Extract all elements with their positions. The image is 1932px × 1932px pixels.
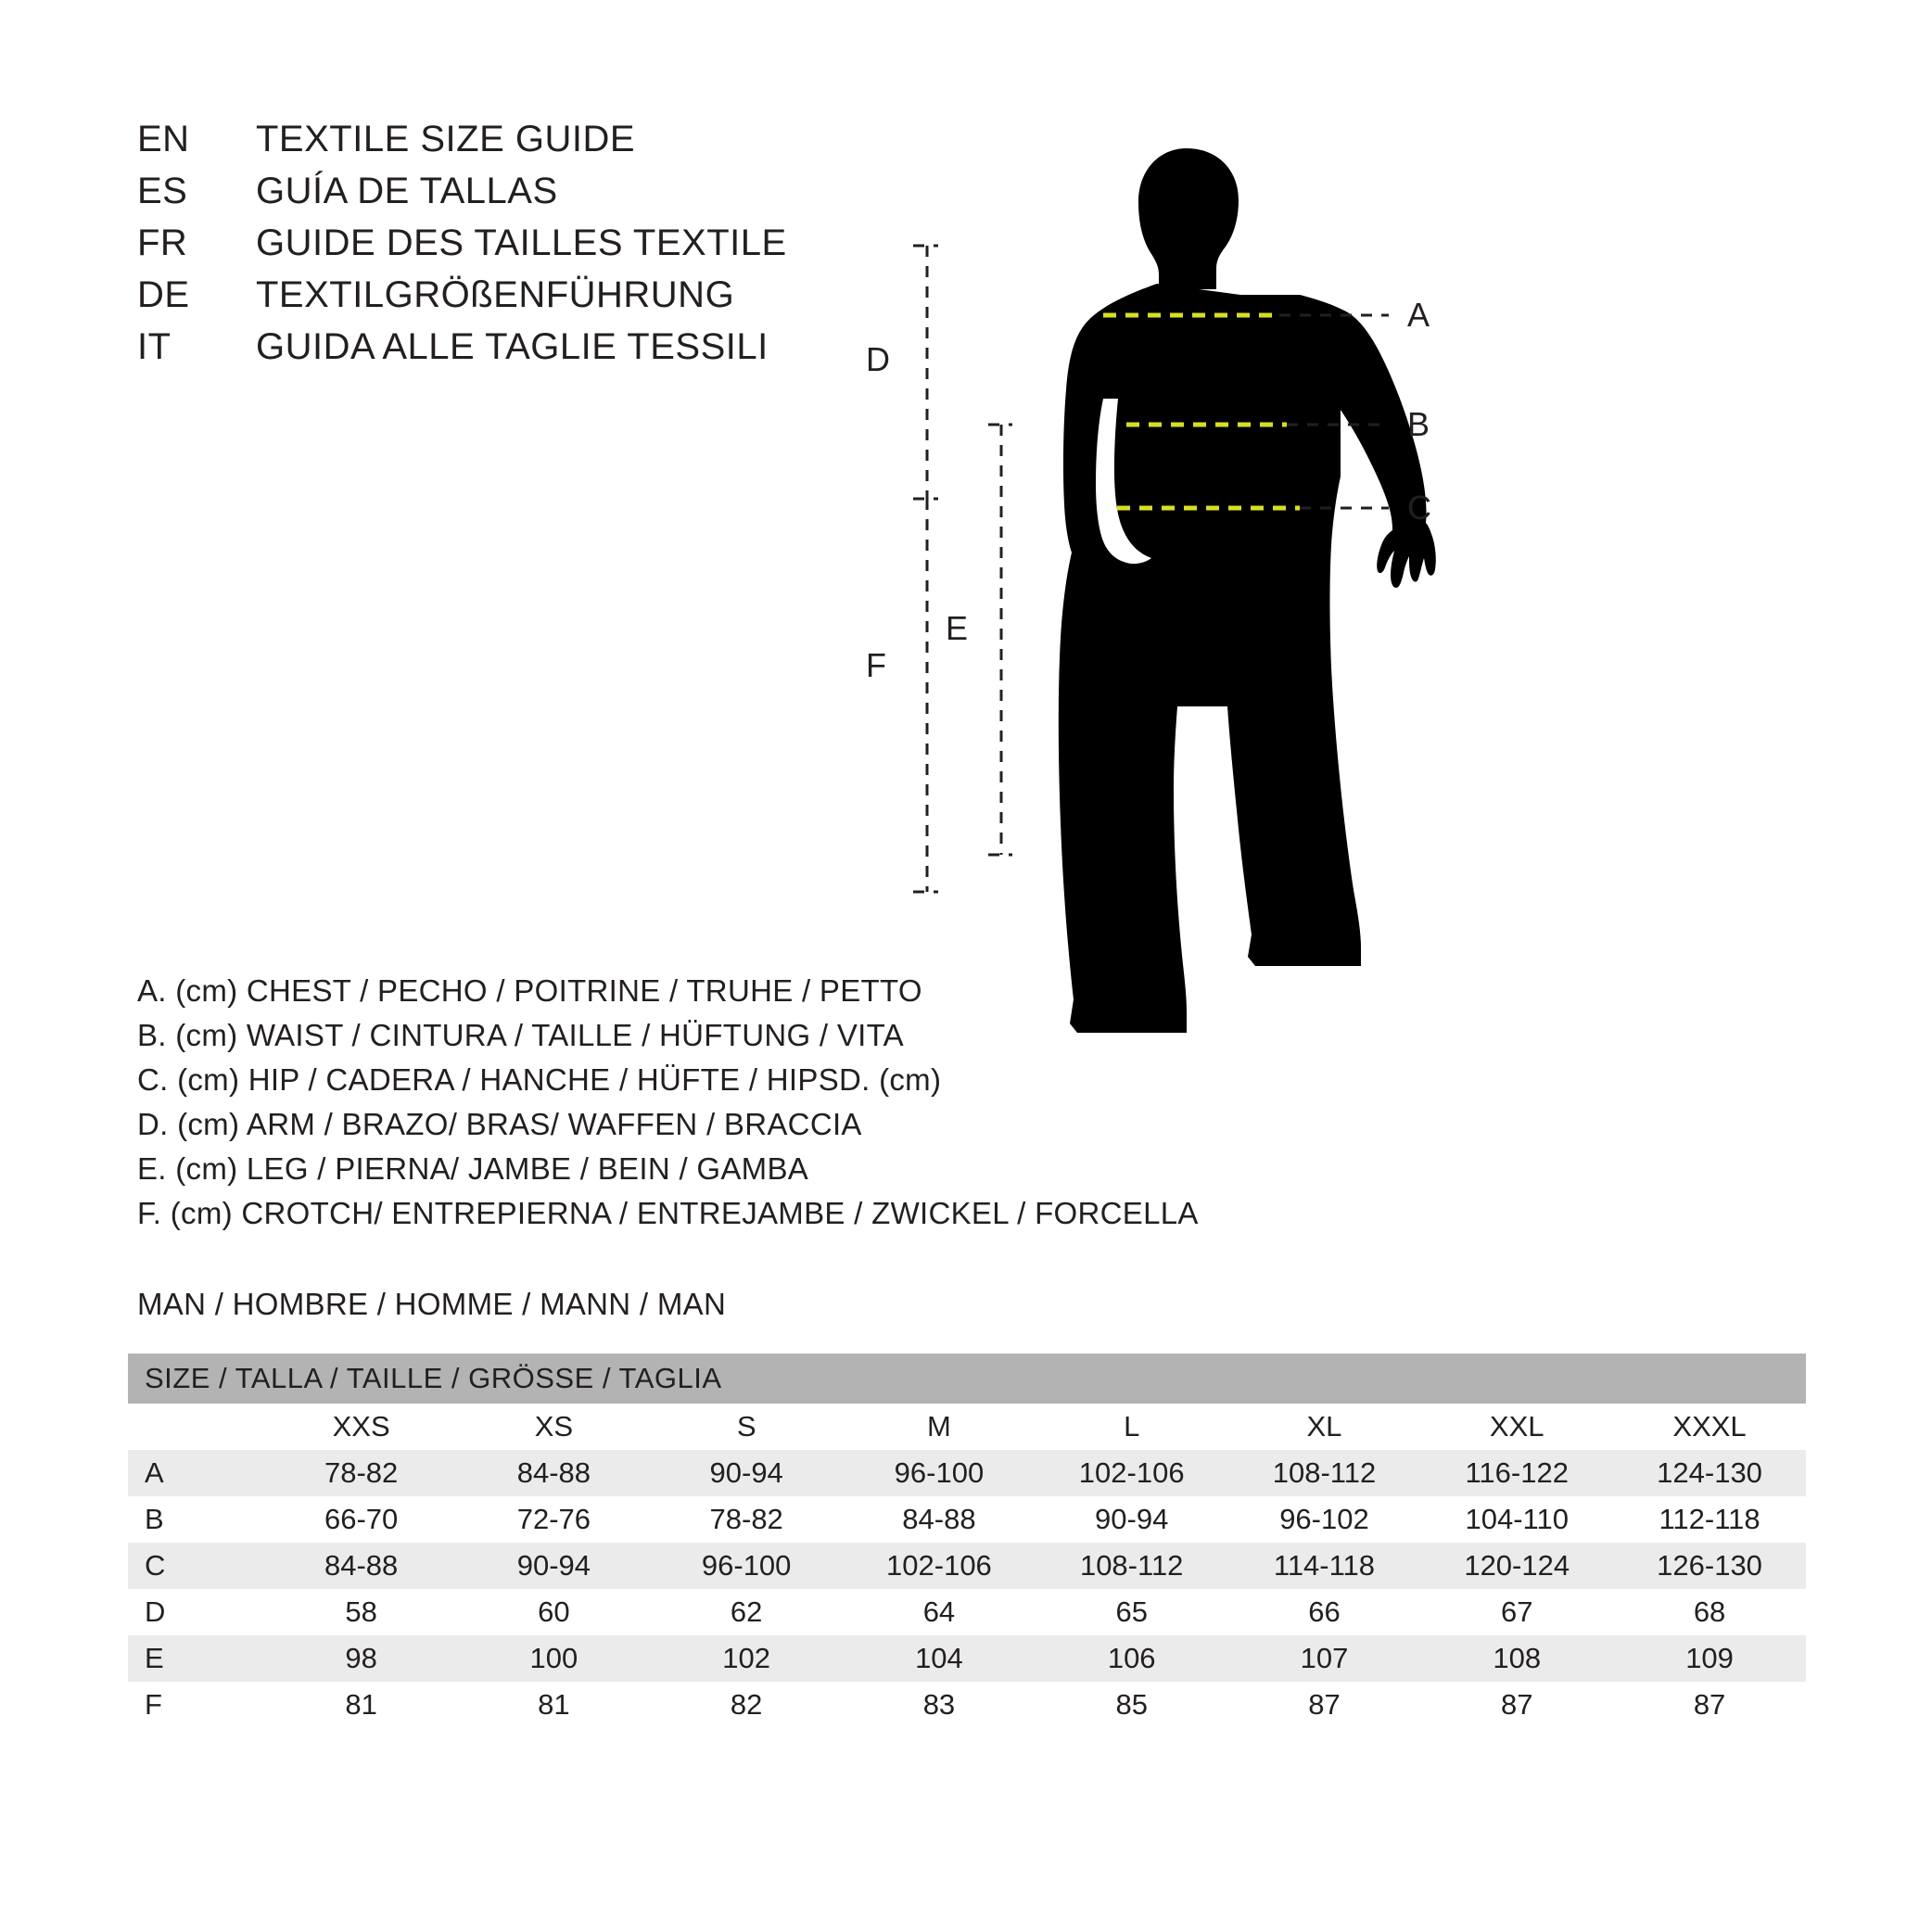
cell-b-xs: 72-76 — [458, 1496, 651, 1543]
title-text-es: GUÍA DE TALLAS — [256, 171, 558, 211]
cell-a-xxxl: 124-130 — [1613, 1450, 1806, 1496]
table-column-xxs: XXS — [265, 1404, 458, 1450]
row-label-c: C — [128, 1543, 265, 1589]
cell-c-xs: 90-94 — [458, 1543, 651, 1589]
title-lang-es: ES — [137, 171, 188, 211]
cell-a-xxl: 116-122 — [1420, 1450, 1613, 1496]
title-lang-it: IT — [137, 326, 172, 367]
title-row — [137, 119, 972, 171]
cell-f-xs: 81 — [458, 1682, 651, 1728]
cell-f-xxl: 87 — [1420, 1682, 1613, 1728]
cell-b-s: 78-82 — [650, 1496, 843, 1543]
legend-item-c: C. (cm) HIP / CADERA / HANCHE / HÜFTE / HIPSD. (cm) — [137, 1062, 942, 1097]
legend-item-e: E. (cm) LEG / PIERNA/ JAMBE / BEIN / GAMBA — [137, 1151, 809, 1186]
callout-label-a: A — [1407, 296, 1430, 334]
cell-c-xl: 114-118 — [1228, 1543, 1421, 1589]
cell-d-s: 62 — [650, 1589, 843, 1635]
table-row — [128, 1543, 1806, 1589]
size-table — [128, 1354, 1806, 1728]
cell-f-xxxl: 87 — [1613, 1682, 1806, 1728]
legend-item-b: B. (cm) WAIST / CINTURA / TAILLE / HÜFTUNG / VITA — [137, 1018, 904, 1052]
cell-a-l: 102-106 — [1036, 1450, 1228, 1496]
title-text-it: GUIDA ALLE TAGLIE TESSILI — [256, 326, 769, 367]
cell-e-xxs: 98 — [265, 1635, 458, 1682]
man-silhouette — [1059, 148, 1436, 1033]
dimension-bracket-f — [913, 499, 938, 892]
cell-f-l: 85 — [1036, 1682, 1228, 1728]
dimension-bracket-e — [988, 425, 1012, 855]
title-lang-de: DE — [137, 274, 190, 315]
legend-item-d: D. (cm) ARM / BRAZO/ BRAS/ WAFFEN / BRACCIA — [137, 1107, 862, 1141]
table-column-m: M — [843, 1404, 1036, 1450]
cell-e-m: 104 — [843, 1635, 1036, 1682]
cell-e-xxl: 108 — [1420, 1635, 1613, 1682]
table-corner-cell — [128, 1404, 265, 1450]
cell-a-xl: 108-112 — [1228, 1450, 1421, 1496]
gender-label: MAN / HOMBRE / HOMME / MANN / MAN — [137, 1287, 727, 1321]
cell-d-xl: 66 — [1228, 1589, 1421, 1635]
cell-c-l: 108-112 — [1036, 1543, 1228, 1589]
callout-label-c: C — [1407, 489, 1431, 527]
cell-c-xxl: 120-124 — [1420, 1543, 1613, 1589]
table-row — [128, 1589, 1806, 1635]
row-label-d: D — [128, 1589, 265, 1635]
cell-d-xxs: 58 — [265, 1589, 458, 1635]
legend-item-a: A. (cm) CHEST / PECHO / POITRINE / TRUHE / PETTO — [137, 973, 922, 1008]
table-row — [128, 1635, 1806, 1682]
dimension-label-d: D — [866, 340, 890, 378]
cell-d-m: 64 — [843, 1589, 1036, 1635]
cell-d-xxxl: 68 — [1613, 1589, 1806, 1635]
dimension-label-e: E — [946, 609, 969, 647]
cell-d-xxl: 67 — [1420, 1589, 1613, 1635]
table-column-xs: XS — [458, 1404, 651, 1450]
title-row — [137, 222, 972, 274]
cell-f-xxs: 81 — [265, 1682, 458, 1728]
cell-b-xxxl: 112-118 — [1613, 1496, 1806, 1543]
table-row — [128, 1682, 1806, 1728]
cell-e-s: 102 — [650, 1635, 843, 1682]
table-column-xxxl: XXXL — [1613, 1404, 1806, 1450]
cell-b-xxl: 104-110 — [1420, 1496, 1613, 1543]
row-label-e: E — [128, 1635, 265, 1682]
cell-c-s: 96-100 — [650, 1543, 843, 1589]
cell-f-xl: 87 — [1228, 1682, 1421, 1728]
cell-b-l: 90-94 — [1036, 1496, 1228, 1543]
dimension-label-f: F — [866, 646, 886, 684]
row-label-f: F — [128, 1682, 265, 1728]
table-row — [128, 1450, 1806, 1496]
cell-b-xxs: 66-70 — [265, 1496, 458, 1543]
cell-b-m: 84-88 — [843, 1496, 1036, 1543]
cell-c-xxxl: 126-130 — [1613, 1543, 1806, 1589]
title-text-en: TEXTILE SIZE GUIDE — [256, 119, 636, 159]
callout-label-b: B — [1407, 405, 1430, 443]
cell-a-xs: 84-88 — [458, 1450, 651, 1496]
cell-e-xs: 100 — [458, 1635, 651, 1682]
title-row — [137, 274, 972, 326]
cell-c-xxs: 84-88 — [265, 1543, 458, 1589]
title-lang-fr: FR — [137, 222, 188, 263]
cell-d-xs: 60 — [458, 1589, 651, 1635]
table-header-row — [128, 1354, 1806, 1404]
table-column-l: L — [1036, 1404, 1228, 1450]
cell-e-xxxl: 109 — [1613, 1635, 1806, 1682]
cell-f-s: 82 — [650, 1682, 843, 1728]
title-lang-en: EN — [137, 119, 190, 159]
title-text-de: TEXTILGRÖßENFÜHRUNG — [256, 274, 735, 315]
table-row — [128, 1496, 1806, 1543]
table-header-label: SIZE / TALLA / TAILLE / GRÖSSE / TAGLIA — [128, 1354, 1806, 1404]
row-label-a: A — [128, 1450, 265, 1496]
cell-f-m: 83 — [843, 1682, 1036, 1728]
cell-c-m: 102-106 — [843, 1543, 1036, 1589]
cell-e-l: 106 — [1036, 1635, 1228, 1682]
cell-b-xl: 96-102 — [1228, 1496, 1421, 1543]
table-column-xxl: XXL — [1420, 1404, 1613, 1450]
title-text-fr: GUIDE DES TAILLES TEXTILE — [256, 222, 787, 263]
title-block — [137, 119, 972, 378]
title-row — [137, 171, 972, 222]
cell-e-xl: 107 — [1228, 1635, 1421, 1682]
cell-d-l: 65 — [1036, 1589, 1228, 1635]
table-column-s: S — [650, 1404, 843, 1450]
row-label-b: B — [128, 1496, 265, 1543]
cell-a-xxs: 78-82 — [265, 1450, 458, 1496]
title-row — [137, 326, 972, 378]
cell-a-s: 90-94 — [650, 1450, 843, 1496]
table-columns-row — [128, 1404, 1806, 1450]
legend-item-f: F. (cm) CROTCH/ ENTREPIERNA / ENTREJAMBE / ZWICKEL / FORCELLA — [137, 1196, 1199, 1230]
cell-a-m: 96-100 — [843, 1450, 1036, 1496]
table-column-xl: XL — [1228, 1404, 1421, 1450]
body-measurement-diagram — [866, 93, 1854, 1233]
